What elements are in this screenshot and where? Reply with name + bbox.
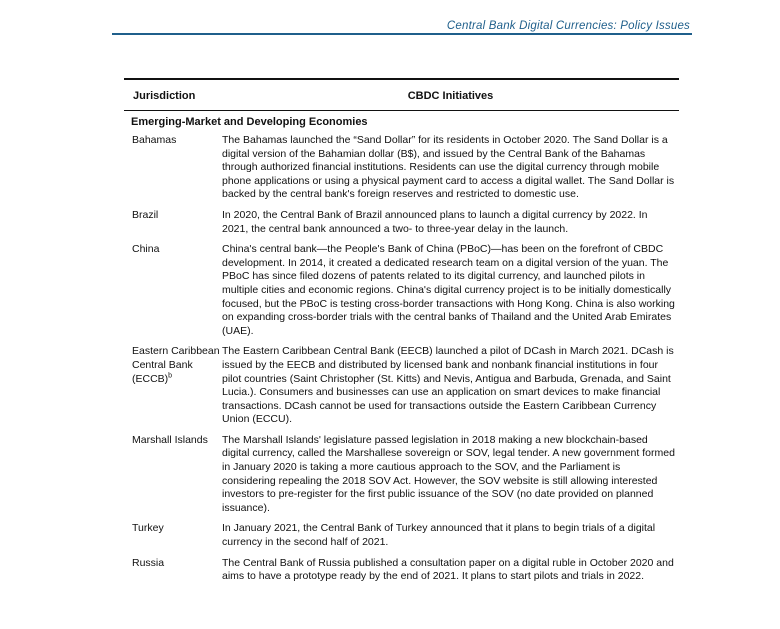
initiative-cell: In 2020, the Central Bank of Brazil announced plans to launch a digital currency by 2022. In 2021, the central bank announced a two- to three-year delay in the launch. xyxy=(222,208,648,235)
table-row xyxy=(124,434,679,516)
table-row xyxy=(124,243,679,338)
table-row xyxy=(124,522,679,549)
jurisdiction-cell: Brazil xyxy=(132,208,159,221)
running-title: Central Bank Digital Currencies: Policy Issues xyxy=(446,20,690,32)
jurisdiction-cell: Russia xyxy=(132,556,165,569)
jurisdiction-cell: Bahamas xyxy=(132,134,177,146)
table-row xyxy=(124,134,679,202)
column-header-jurisdiction: Jurisdiction xyxy=(133,90,196,102)
initiative-cell: The Bahamas launched the “Sand Dollar” for its residents in October 2020. The Sand Dollar is a digital version of the Bahamian dollar (B$), and issued by the Central Bank of the Bahamas through authorized financial institutions. Residents can use the digital currency through mobile phone applications or using a physical payment card to access a digital wallet. The Sand Dollar is backed by the central bank's foreign reserves and restricted to domestic use. xyxy=(222,134,675,201)
jurisdiction-cell: Turkey xyxy=(132,522,164,535)
initiative-cell: The Eastern Caribbean Central Bank (EECB) launched a pilot of DCash in March 2021. DCash is issued by the EECB and distributed by licensed bank and nonbank financial institutions in four pilot countries (Saint Christopher (St. Kitts) and Nevis, Antigua and Barbuda, Grenada, and Saint Lucia.). Consumers and businesses can use an application on smart devices to make financial transactions. DCash cannot be used for transactions outside the Eastern Caribbean Currency Union (ECCU). xyxy=(222,345,674,426)
footnote-marker: b xyxy=(168,372,173,379)
table-row xyxy=(124,557,679,584)
initiative-cell: The Central Bank of Russia published a consultation paper on a digital ruble in October 2020 and aims to have a prototype ready by the end of 2021. It plans to start pilots and trials in 2022. xyxy=(222,556,674,583)
jurisdiction-cell: Marshall Islands xyxy=(132,433,208,446)
cbdc-table xyxy=(124,78,679,591)
table-header xyxy=(124,80,679,110)
initiative-cell: The Marshall Islands' legislature passed legislation in 2018 making a new blockchain-based digital currency, called the Marshallese sovereign or SOV, legal tender. A new government formed in January 2020 is taking a more cautious approach to the SOV, and the Parliament is considering repealing the 2018 SOV Act. However, the SOV website is still allowing interested investors to pre-register for the first public issuance of the SOV (no date provided on planned issuance). xyxy=(222,433,675,514)
jurisdiction-cell: China xyxy=(132,243,160,256)
initiative-cell: China's central bank—the People's Bank of China (PBoC)—has been on the forefront of CBDC development. In 2014, it created a dedicated research team on a digital version of the yuan. The PBoC has since filed dozens of patents related to its digital currency, and launched pilots in multiple cities and economic regions. China's digital currency project is to be initially domestically focused, but the PBoC is testing cross-border transactions with Hong Kong. China is also working on expanding cross-border trials with the central banks of Thailand and the United Arab Emirates (UAE). xyxy=(222,243,675,337)
initiative-cell: In January 2021, the Central Bank of Turkey announced that it plans to begin trials of a digital currency in the second half of 2021. xyxy=(222,522,656,549)
column-header-initiatives: CBDC Initiatives xyxy=(407,90,494,102)
table-row xyxy=(124,345,679,427)
table-row xyxy=(124,209,679,236)
jurisdiction-cell xyxy=(124,345,222,427)
section-title: Emerging-Market and Developing Economies xyxy=(131,116,368,128)
header-rule xyxy=(112,33,692,35)
jurisdiction-name: Eastern Caribbean Central Bank (ECCB) xyxy=(132,345,220,385)
